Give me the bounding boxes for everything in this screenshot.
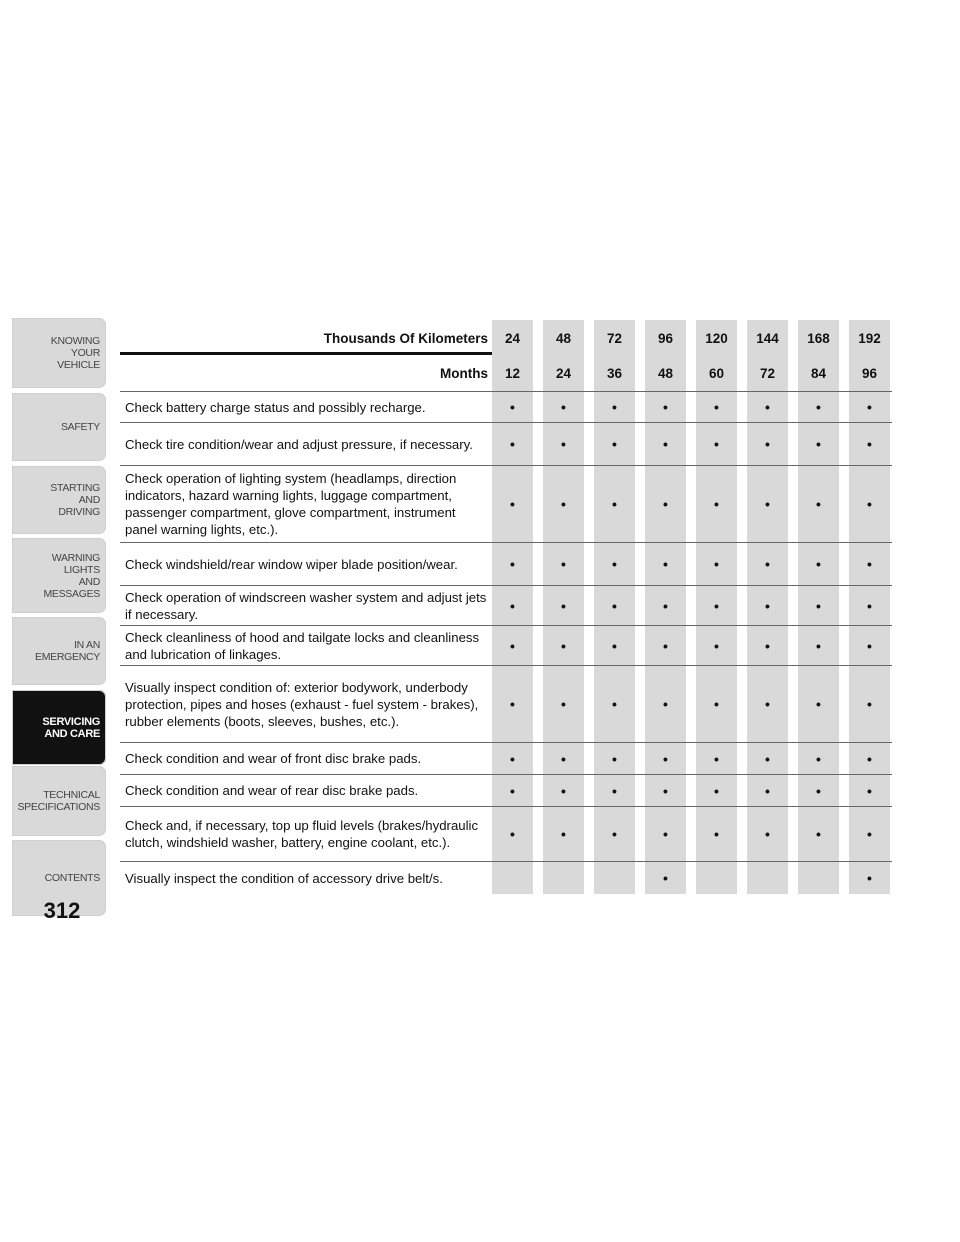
schedule-cell	[798, 666, 839, 742]
km-header-cell: 72	[594, 320, 635, 356]
table-row	[120, 861, 892, 894]
chapter-tab-label: AND	[78, 494, 100, 506]
task-description: Check windshield/rear window wiper blade position/wear.	[125, 556, 458, 572]
chapter-tab-label: SERVICING	[42, 715, 100, 728]
schedule-cell	[645, 626, 686, 665]
task-description: Check condition and wear of front disc brake pads.	[125, 751, 422, 766]
schedule-cell	[798, 775, 839, 806]
schedule-cell	[492, 586, 533, 625]
schedule-cell	[747, 626, 788, 665]
service-mark: •	[816, 637, 821, 654]
schedule-cell	[696, 392, 737, 422]
months-header-cell: 84	[798, 356, 839, 391]
service-mark: •	[561, 696, 566, 712]
months-label: Months	[440, 366, 488, 381]
schedule-cell	[849, 743, 890, 774]
service-mark: •	[510, 696, 515, 712]
chapter-tab-warning-lights-and-messages[interactable]	[12, 538, 106, 613]
service-mark: •	[612, 782, 617, 799]
schedule-cell	[645, 392, 686, 422]
service-mark: •	[816, 496, 821, 512]
table-row	[120, 585, 892, 625]
chapter-tab-label: YOUR	[70, 347, 100, 359]
km-header-cell: 120	[696, 320, 737, 356]
service-mark: •	[510, 399, 515, 415]
schedule-cell	[696, 743, 737, 774]
service-mark: •	[867, 436, 872, 452]
chapter-tab-label: AND	[78, 575, 100, 588]
service-mark: •	[714, 782, 719, 799]
km-header-cell: 168	[798, 320, 839, 356]
schedule-cell	[798, 862, 839, 894]
service-mark: •	[510, 556, 515, 572]
header-row-months	[120, 356, 892, 391]
service-mark: •	[714, 496, 719, 512]
service-mark: •	[765, 637, 770, 654]
schedule-cell	[747, 423, 788, 465]
service-mark: •	[867, 637, 872, 654]
schedule-cell	[594, 466, 635, 542]
chapter-tab-label: TECHNICAL	[43, 789, 100, 801]
schedule-cell	[594, 666, 635, 742]
service-mark: •	[867, 870, 872, 886]
schedule-cell	[492, 807, 533, 861]
task-description: Visually inspect the condition of accessory drive belt/s.	[125, 870, 443, 886]
schedule-cell	[594, 423, 635, 465]
task-description: Check condition and wear of rear disc brake pads.	[125, 783, 419, 798]
km-label: Thousands Of Kilometers	[323, 330, 488, 346]
service-mark: •	[867, 696, 872, 712]
schedule-cell	[492, 666, 533, 742]
table-row	[120, 774, 892, 806]
schedule-cell	[747, 392, 788, 422]
chapter-tab-label: IN AN	[74, 639, 100, 651]
months-header-cell: 24	[543, 356, 584, 391]
service-mark: •	[663, 597, 668, 614]
schedule-cell	[849, 775, 890, 806]
schedule-cell	[492, 543, 533, 585]
task-description: Check tire condition/wear and adjust pressure, if necessary.	[125, 436, 473, 452]
chapter-tab-label: SPECIFICATIONS	[17, 801, 100, 813]
table-row	[120, 625, 892, 665]
service-mark: •	[663, 750, 668, 767]
schedule-cell	[492, 392, 533, 422]
schedule-cell	[696, 543, 737, 585]
months-header-cell: 60	[696, 356, 737, 391]
service-mark: •	[612, 556, 617, 572]
schedule-cell	[492, 626, 533, 665]
schedule-cell	[594, 626, 635, 665]
service-mark: •	[765, 782, 770, 799]
service-mark: •	[714, 696, 719, 712]
schedule-cell	[696, 586, 737, 625]
service-mark: •	[714, 750, 719, 767]
service-mark: •	[663, 782, 668, 799]
service-mark: •	[765, 496, 770, 512]
service-mark: •	[765, 436, 770, 452]
service-mark: •	[816, 399, 821, 415]
table-row	[120, 391, 892, 422]
km-header-cell: 144	[747, 320, 788, 356]
service-mark: •	[612, 826, 617, 842]
chapter-tab-label: KNOWING	[50, 335, 100, 347]
header-divider	[120, 352, 492, 355]
chapter-tab-label: LIGHTS	[63, 563, 100, 576]
schedule-cell	[696, 423, 737, 465]
service-mark: •	[765, 597, 770, 614]
table-row	[120, 465, 892, 542]
service-mark: •	[561, 826, 566, 842]
service-mark: •	[765, 556, 770, 572]
schedule-cell	[543, 666, 584, 742]
schedule-cell	[696, 666, 737, 742]
service-mark: •	[561, 750, 566, 767]
service-mark: •	[867, 597, 872, 614]
schedule-cell	[645, 775, 686, 806]
schedule-cell	[849, 626, 890, 665]
service-mark: •	[663, 826, 668, 842]
schedule-cell	[747, 862, 788, 894]
schedule-cell	[798, 586, 839, 625]
service-mark: •	[612, 597, 617, 614]
service-mark: •	[867, 556, 872, 572]
schedule-cell	[645, 466, 686, 542]
schedule-cell	[543, 466, 584, 542]
service-mark: •	[816, 782, 821, 799]
months-header-cell: 96	[849, 356, 890, 391]
schedule-cell	[696, 862, 737, 894]
schedule-cell	[594, 743, 635, 774]
schedule-cell	[543, 862, 584, 894]
service-mark: •	[765, 399, 770, 415]
task-description: Check and, if necessary, top up fluid levels (brakes/hydraulic clutch, windshield washer, battery, engine coolant, etc.).	[125, 818, 479, 850]
service-mark: •	[561, 399, 566, 415]
service-mark: •	[561, 496, 566, 512]
chapter-tab-servicing-and-care[interactable]	[12, 690, 106, 765]
service-mark: •	[663, 399, 668, 415]
page-number: 312	[43, 898, 81, 923]
service-mark: •	[765, 696, 770, 712]
chapter-tab-label: MESSAGES	[43, 587, 100, 600]
schedule-cell	[645, 666, 686, 742]
schedule-cell	[747, 466, 788, 542]
service-mark: •	[816, 556, 821, 572]
schedule-cell	[492, 862, 533, 894]
chapter-tab-label: CONTENTS	[44, 872, 100, 884]
schedule-cell	[849, 862, 890, 894]
service-mark: •	[510, 826, 515, 842]
schedule-cell	[849, 423, 890, 465]
service-mark: •	[612, 750, 617, 767]
schedule-cell	[543, 743, 584, 774]
chapter-tab-label: EMERGENCY	[35, 651, 100, 663]
chapter-tab-label: AND CARE	[44, 727, 100, 740]
table-row	[120, 742, 892, 774]
chapter-tab-label: SAFETY	[60, 421, 100, 433]
schedule-cell	[594, 543, 635, 585]
schedule-cell	[492, 743, 533, 774]
service-mark: •	[612, 496, 617, 512]
months-header-cell: 36	[594, 356, 635, 391]
schedule-cell	[696, 807, 737, 861]
service-mark: •	[867, 496, 872, 512]
schedule-cell	[798, 423, 839, 465]
chapter-tab-label: STARTING	[50, 482, 100, 494]
schedule-cell	[849, 543, 890, 585]
service-mark: •	[510, 597, 515, 614]
schedule-cell	[543, 543, 584, 585]
schedule-cell	[543, 626, 584, 665]
chapter-tab-label: VEHICLE	[57, 359, 100, 371]
chapter-tab-label: WARNING	[51, 551, 100, 564]
service-mark: •	[663, 696, 668, 712]
schedule-cell	[747, 775, 788, 806]
schedule-cell	[492, 423, 533, 465]
service-mark: •	[561, 782, 566, 799]
service-mark: •	[612, 637, 617, 654]
service-mark: •	[714, 826, 719, 842]
service-mark: •	[714, 399, 719, 415]
service-mark: •	[663, 556, 668, 572]
service-mark: •	[765, 750, 770, 767]
task-description: Check operation of windscreen washer system and adjust jets if necessary.	[125, 589, 487, 622]
schedule-cell	[645, 543, 686, 585]
schedule-cell	[645, 586, 686, 625]
schedule-cell	[543, 775, 584, 806]
months-header-cell: 48	[645, 356, 686, 391]
table-row	[120, 422, 892, 465]
schedule-cell	[594, 862, 635, 894]
schedule-cell	[543, 586, 584, 625]
service-mark: •	[510, 496, 515, 512]
service-mark: •	[867, 826, 872, 842]
schedule-cell	[594, 807, 635, 861]
schedule-cell	[594, 775, 635, 806]
service-mark: •	[663, 870, 668, 886]
schedule-cell	[849, 666, 890, 742]
service-mark: •	[561, 637, 566, 654]
service-mark: •	[816, 597, 821, 614]
service-mark: •	[714, 556, 719, 572]
schedule-cell	[849, 392, 890, 422]
service-mark: •	[510, 436, 515, 452]
service-mark: •	[816, 436, 821, 452]
months-header-cell: 12	[492, 356, 533, 391]
service-mark: •	[714, 637, 719, 654]
service-mark: •	[663, 637, 668, 654]
schedule-cell	[543, 807, 584, 861]
service-mark: •	[867, 750, 872, 767]
service-mark: •	[765, 826, 770, 842]
chapter-tab-label: DRIVING	[58, 506, 100, 518]
chapter-tab-starting-and-driving[interactable]	[12, 466, 106, 534]
service-mark: •	[561, 597, 566, 614]
schedule-cell	[798, 543, 839, 585]
km-header-cell: 48	[543, 320, 584, 356]
schedule-cell	[798, 466, 839, 542]
schedule-cell	[645, 423, 686, 465]
service-mark: •	[816, 696, 821, 712]
service-mark: •	[714, 597, 719, 614]
service-mark: •	[510, 782, 515, 799]
chapter-tab-in-an-emergency[interactable]	[12, 617, 106, 685]
schedule-cell	[645, 743, 686, 774]
km-header-cell: 192	[849, 320, 890, 356]
service-mark: •	[612, 436, 617, 452]
service-mark: •	[867, 782, 872, 799]
table-row	[120, 665, 892, 742]
service-mark: •	[612, 399, 617, 415]
service-mark: •	[561, 556, 566, 572]
task-description: Check battery charge status and possibly recharge.	[125, 399, 426, 415]
service-mark: •	[561, 436, 566, 452]
schedule-cell	[747, 743, 788, 774]
schedule-cell	[645, 862, 686, 894]
schedule-cell	[747, 666, 788, 742]
schedule-cell	[696, 626, 737, 665]
schedule-cell	[798, 626, 839, 665]
task-description: Check cleanliness of hood and tailgate locks and cleanliness and lubrication of linkages.	[125, 629, 480, 662]
service-mark: •	[867, 399, 872, 415]
service-mark: •	[510, 750, 515, 767]
schedule-cell	[849, 466, 890, 542]
table-row	[120, 542, 892, 585]
maintenance-schedule-table	[120, 320, 892, 894]
schedule-cell	[747, 807, 788, 861]
schedule-cell	[543, 423, 584, 465]
schedule-cell	[492, 466, 533, 542]
km-header-cell: 24	[492, 320, 533, 356]
chapter-tab-safety[interactable]	[12, 393, 106, 461]
service-mark: •	[663, 436, 668, 452]
task-description: Visually inspect condition of: exterior bodywork, underbody protection, pipes and hoses (exhaust - fuel system - brakes), rubber elements (boots, sleeves, bushes, etc.).	[125, 679, 479, 729]
service-mark: •	[816, 750, 821, 767]
schedule-cell	[594, 392, 635, 422]
chapter-tab-technical-specifications[interactable]	[12, 766, 106, 836]
task-description: Check operation of lighting system (headlamps, direction indicators, hazard warning lights, luggage compartment, passenger compartment, glove compartment, instrument panel warning lights, etc.).	[125, 471, 457, 537]
chapter-tab-knowing-your-vehicle[interactable]	[12, 318, 106, 388]
months-header-cell: 72	[747, 356, 788, 391]
schedule-cell	[492, 775, 533, 806]
schedule-cell	[594, 586, 635, 625]
schedule-cell	[543, 392, 584, 422]
schedule-cell	[798, 807, 839, 861]
service-mark: •	[663, 496, 668, 512]
schedule-cell	[696, 775, 737, 806]
km-header-cell: 96	[645, 320, 686, 356]
schedule-cell	[849, 586, 890, 625]
schedule-cell	[645, 807, 686, 861]
service-mark: •	[612, 696, 617, 712]
header-row-km	[120, 320, 892, 356]
schedule-cell	[747, 543, 788, 585]
schedule-cell	[798, 392, 839, 422]
service-mark: •	[816, 826, 821, 842]
schedule-cell	[747, 586, 788, 625]
service-mark: •	[510, 637, 515, 654]
schedule-cell	[849, 807, 890, 861]
service-mark: •	[714, 436, 719, 452]
table-row	[120, 806, 892, 861]
schedule-cell	[798, 743, 839, 774]
schedule-cell	[696, 466, 737, 542]
